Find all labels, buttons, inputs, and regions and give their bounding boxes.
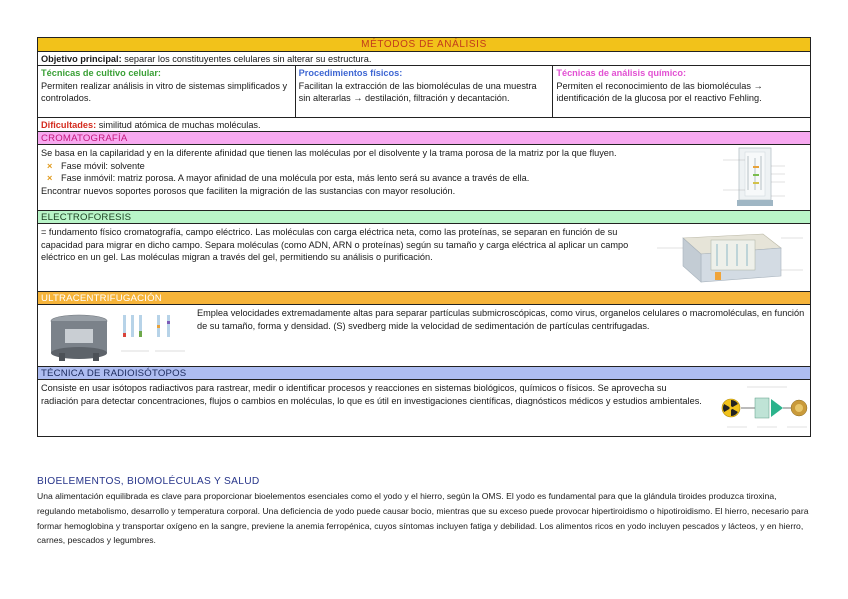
- ultracentrifuge-diagram-icon: [39, 307, 195, 365]
- chromatography-heading: CROMATOGRAFÍA: [38, 132, 810, 145]
- technique-chemical: [553, 66, 810, 117]
- difficulties-text: similitud atómica de muchas moléculas.: [98, 120, 261, 130]
- footer-title: BIOELEMENTOS, BIOMOLÉCULAS Y SALUD: [37, 476, 260, 487]
- page-title: MÉTODOS DE ANÁLISIS: [38, 38, 810, 52]
- chromatography-outro: Encontrar nuevos soportes porosos que faciliten la migración de las sustancias con mayor resolución.: [41, 186, 456, 197]
- chromatography-section: [38, 145, 810, 211]
- radioisotope-diagram-icon: [717, 381, 809, 435]
- list-item: × Fase móvil: solvente: [47, 160, 145, 171]
- chromatography-diagram-icon: [701, 146, 809, 210]
- technique-title: Técnicas de cultivo celular:: [41, 68, 161, 78]
- footer-paragraph: Una alimentación equilibrada es clave para proporcionar bioelementos esenciales como el yodo y el hierro, según la OMS. El yodo es fundamental para que la glándula tiroides produzca tiroxina, regulando metabolismo, desarrollo y temperatura corporal. Una deficiencia de yodo puede causar bocio, mientras que su exceso puede provocar hipertiroidismo o hipotiroidismo. El hierro, necesario para formar hemoglobina y transportar oxígeno en la sangre, previene la anemia ferropénica, cuyos síntomas incluyen fatiga y debilidad. Los alimentos ricos en yodo incluyen pescados y lácteos, y en hierro, carnes, pescados y legumbres.: [37, 491, 809, 546]
- radioisotopes-heading: TÉCNICA DE RADIOISÓTOPOS: [38, 367, 810, 380]
- ultracentrifugation-text: Emplea velocidades extremadamente altas para separar partículas submicroscópicas, como virus, organelos celulares o macromoléculas, en función de su tamaño, forma y densidad. (S) svedberg mide la velocidad de sedimentación de partículas centrifugadas.: [197, 308, 805, 331]
- electrophoresis-text: = fundamento físico cromatografía, campo eléctrico. Las moléculas con carga eléctrica neta, como las proteínas, se separan en función de su capacidad para migrar en dicho campo. Separa moléculas (como ADN, ARN o proteínas) según su tamaño y carga eléctrica al aplicar un campo eléctrico en un gel. Las moléculas migran a través del gel, permitiendo su análisis o purificación.: [41, 227, 629, 263]
- technique-title: Procedimientos físicos:: [298, 68, 403, 78]
- electrophoresis-diagram-icon: [653, 226, 809, 290]
- techniques-row: [38, 66, 810, 118]
- ultracentrifugation-heading: ULTRACENTRIFUGACIÓN: [38, 292, 810, 305]
- radioisotopes-text: Consiste en usar isótopos radiactivos para rastrear, medir o identificar procesos y reacciones en sistemas biológicos, químicos o físicos. Se aprovecha su radiación para detectar concentraciones, flujos o cambios en moléculas, lo que es útil en investigaciones científicas, diagnósticos médicos y estudios ambientales.: [41, 383, 702, 406]
- technique-title: Técnicas de análisis químico:: [556, 68, 687, 78]
- difficulties-row: [38, 118, 810, 132]
- chromatography-intro: Se basa en la capilaridad y en la diferente afinidad que tienen las moléculas por el disolvente y la trama porosa de la matriz por la que fluyen.: [41, 148, 617, 158]
- list-item: × Fase inmóvil: matriz porosa. A mayor afinidad de una molécula por esta, más lento será su avance a través de ella.: [47, 173, 530, 184]
- technique-text: Facilitan la extracción de las biomoléculas de una muestra sin alterarlas → destilación, filtración y decantación.: [298, 80, 537, 104]
- electrophoresis-section: [38, 224, 810, 292]
- radioisotopes-section: [38, 380, 810, 436]
- bullet-x-icon: ×: [47, 160, 53, 171]
- objective-row: [38, 52, 810, 66]
- electrophoresis-heading: ELECTROFORESIS: [38, 211, 810, 224]
- technique-text: Permiten realizar análisis in vitro de sistemas simplificados y controlados.: [41, 80, 288, 104]
- objective-label: Objetivo principal:: [41, 54, 122, 64]
- objective-text: separar los constituyentes celulares sin alterar su estructura.: [124, 54, 372, 64]
- chromatography-phases: [41, 160, 807, 185]
- bullet-x-icon: ×: [47, 173, 53, 184]
- ultracentrifugation-section: [38, 305, 810, 367]
- methods-table: [37, 37, 811, 437]
- technique-cell-culture: [38, 66, 296, 117]
- difficulties-label: Dificultades:: [41, 120, 97, 130]
- technique-physical: [296, 66, 554, 117]
- technique-text: Permiten el reconocimiento de las biomoléculas → identificación de la glucosa por el reactivo Fehling.: [556, 80, 763, 104]
